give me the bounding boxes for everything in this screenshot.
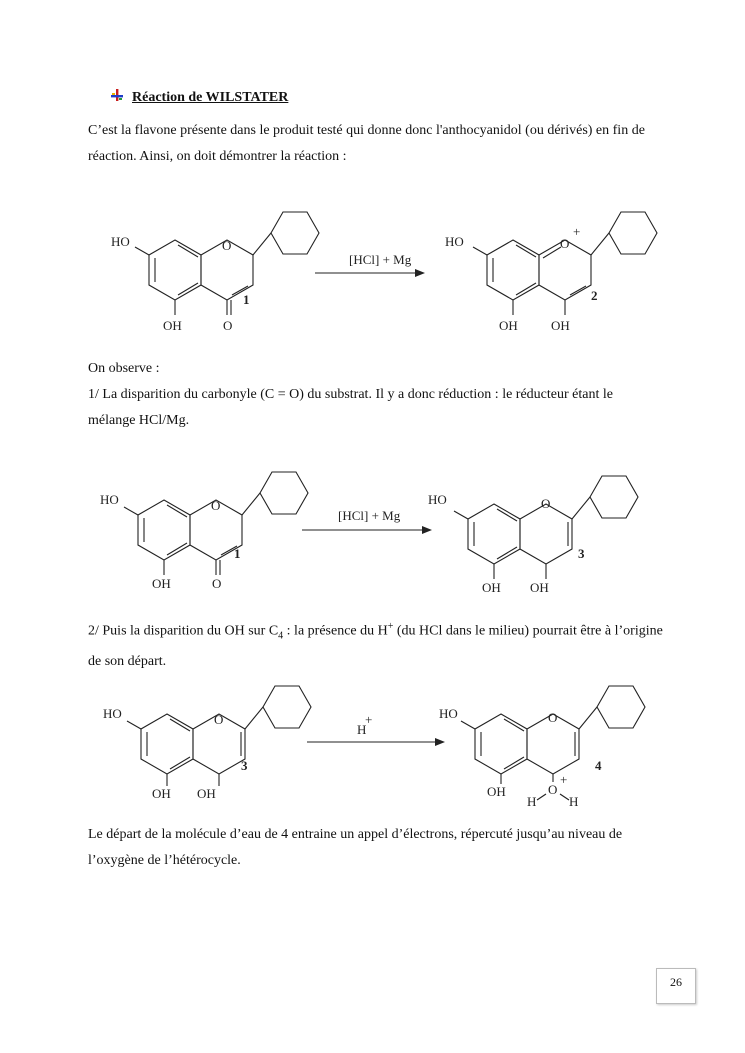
ring-oxygen-label: O	[548, 710, 558, 725]
flavan-structure-3	[127, 686, 311, 786]
reagent-label: H	[357, 722, 367, 737]
conclusion-paragraph: Le départ de la molécule d’eau de 4 entraine un appel d’électrons, répercuté jusqu’au niveau de l’oxygène de l’hétérocycle.	[88, 827, 623, 868]
hydrogen-label: H	[569, 794, 579, 809]
flavone-structure-1	[124, 472, 308, 575]
colored-cross-bullet-icon	[110, 88, 124, 107]
observation-2-text: : la présence du H	[283, 623, 388, 639]
ho-label: HO	[103, 706, 122, 721]
hydrogen-label: H	[527, 794, 537, 809]
ring-oxygen-label: O	[214, 712, 224, 727]
compound-number: 1	[243, 292, 250, 307]
flavone-structure-1	[135, 212, 319, 315]
compound-number: 3	[241, 758, 248, 773]
oh-label: OH	[487, 784, 506, 799]
reaction-scheme-1	[103, 200, 663, 340]
ring-oxygen-label: O	[211, 498, 221, 513]
observation-1: 1/ La disparition du carbonyle (C = O) du substrat. Il y a donc réduction : le réducteur étant le mélange HCl/Mg.	[88, 387, 613, 428]
ho-label: HO	[100, 492, 119, 507]
oh-label: OH	[530, 580, 549, 595]
reaction-scheme-3	[95, 674, 655, 814]
carbonyl-oxygen-label: O	[223, 318, 233, 333]
page-number: 26	[656, 968, 696, 1004]
compound-number: 3	[578, 546, 585, 561]
intro-paragraph: C’est la flavone présente dans le produit testé qui donne donc l'anthocyanidol (ou dérivés) en fin de réaction. Ainsi, on doit démontrer la réaction :	[88, 123, 645, 164]
ring-oxygen-label: O	[560, 236, 570, 251]
reagent-label: [HCl] + Mg	[338, 508, 401, 523]
reagent-charge: +	[365, 712, 373, 727]
oh-label: OH	[499, 318, 518, 333]
oxonium-charge: +	[560, 772, 568, 787]
reaction-scheme-2	[92, 460, 652, 600]
section-heading	[110, 88, 288, 107]
observation-2-text: 2/ Puis la disparition du OH sur C	[88, 623, 279, 639]
ring-oxygen-label: O	[222, 238, 232, 253]
compound-number: 2	[591, 288, 598, 303]
observation-2	[88, 614, 663, 675]
reagent-label: [HCl] + Mg	[349, 252, 412, 267]
compound-number: 4	[595, 758, 602, 773]
flavan-structure-3	[454, 476, 638, 579]
oh-label: OH	[482, 580, 501, 595]
carbon-index: 4	[278, 630, 284, 642]
hydroxyl-oxygen-label: O	[548, 782, 558, 797]
carbonyl-oxygen-label: O	[212, 576, 222, 591]
oh-label: OH	[163, 318, 182, 333]
oh-label: OH	[551, 318, 570, 333]
oh-label: OH	[152, 576, 171, 591]
anthocyanidin-structure-2	[473, 212, 657, 315]
oh-label: OH	[152, 786, 171, 801]
ho-label: HO	[439, 706, 458, 721]
oh-label: OH	[197, 786, 216, 801]
ho-label: HO	[428, 492, 447, 507]
ring-oxygen-label: O	[541, 496, 551, 511]
observe-heading: On observe :	[88, 361, 160, 376]
ho-label: HO	[445, 234, 464, 249]
observation-2-text: (du HCl dans le milieu) pourrait être à l’origine de son départ.	[88, 623, 663, 670]
section-title: Réaction de WILSTATER	[132, 89, 289, 105]
compound-number: 1	[234, 546, 241, 561]
ho-label: HO	[111, 234, 130, 249]
proton-charge: +	[387, 621, 394, 632]
oxonium-charge: +	[573, 224, 581, 239]
